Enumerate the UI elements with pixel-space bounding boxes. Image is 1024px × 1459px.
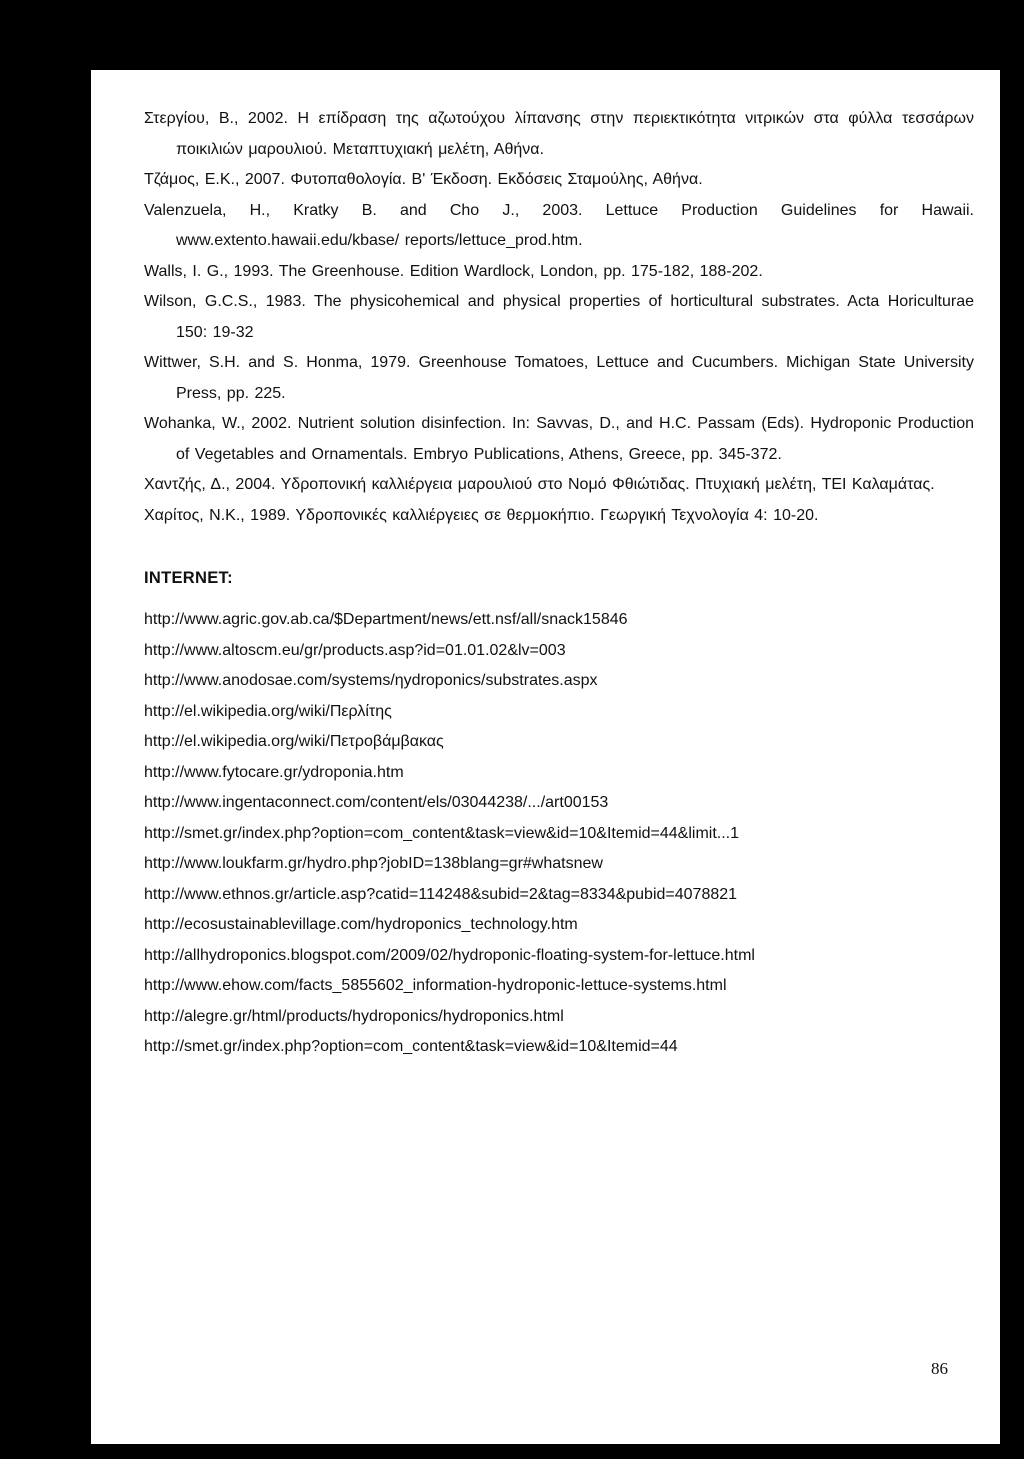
internet-link: http://el.wikipedia.org/wiki/Πετροβάμβακας xyxy=(144,733,444,750)
reference-entry: Valenzuela, H., Kratky B. and Cho J., 2003. Lettuce Production Guidelines for Hawaii. www.extento.hawaii.edu/kbase/ reports/lettuce_prod.htm. xyxy=(144,201,974,249)
internet-link: http://www.loukfarm.gr/hydro.php?jobID=138blang=gr#whatsnew xyxy=(144,855,603,872)
internet-link: http://alegre.gr/html/products/hydroponics/hydroponics.html xyxy=(144,1007,564,1025)
internet-link: http://el.wikipedia.org/wiki/Περλίτης xyxy=(144,702,392,720)
internet-link: http://www.fytocare.gr/ydroponia.htm xyxy=(144,763,404,781)
internet-heading: INTERNET: xyxy=(144,569,233,587)
reference-entry: Wilson, G.C.S., 1983. The physicohemical and physical properties of horticultural substrates. Acta Horiculturae 150: 19-32 xyxy=(144,293,974,341)
reference-entry: Χαρίτος, Ν.Κ., 1989. Υδροπονικές καλλιέργειες σε θερμοκήπιο. Γεωργική Τεχνολογία 4: 10-20. xyxy=(144,506,819,524)
document-page xyxy=(91,70,1000,1444)
internet-link: http://www.agric.gov.ab.ca/$Department/news/ett.nsf/all/snack15846 xyxy=(144,611,628,628)
reference-entry: Χαντζής, Δ., 2004. Υδροπονική καλλιέργεια μαρουλιού στο Νομό Φθιώτιδας. Πτυχιακή μελέτη, ΤΕΙ Καλαμάτας. xyxy=(144,476,935,493)
reference-entry: Τζάμος, Ε.Κ., 2007. Φυτοπαθολογία. Β' Έκδοση. Εκδόσεις Σταμούλης, Αθήνα. xyxy=(144,171,703,188)
reference-entry: Wohanka, W., 2002. Nutrient solution disinfection. In: Savvas, D., and H.C. Passam (Eds). Hydroponic Production of Vegetables and Ornamentals. Embryo Publications, Athens, Greece, pp. 345-372. xyxy=(144,415,974,463)
internet-link: http://ecosustainablevillage.com/hydroponics_technology.htm xyxy=(144,916,578,933)
internet-link: http://www.anodosae.com/systems/ηydroponics/substrates.aspx xyxy=(144,672,598,689)
reference-entry: Wittwer, S.H. and S. Honma, 1979. Greenhouse Tomatoes, Lettuce and Cucumbers. Michigan State University Press, pp. 225. xyxy=(144,354,974,402)
internet-link: http://smet.gr/index.php?option=com_content&task=view&id=10&Itemid=44&limit...1 xyxy=(144,824,740,842)
page-number: 86 xyxy=(931,1359,948,1378)
internet-link: http://allhydroponics.blogspot.com/2009/02/hydroponic-floating-system-for-lettuce.html xyxy=(144,946,755,964)
reference-entry: Στεργίου, Β., 2002. Η επίδραση της αζωτούχου λίπανσης στην περιεκτικότητα νιτρικών στα φύλλα τεσσάρων ποικιλιών μαρουλιού. Μεταπτυχιακή μελέτη, Αθήνα. xyxy=(144,110,974,158)
internet-link: http://www.ingentaconnect.com/content/els/03044238/.../art00153 xyxy=(144,794,609,811)
internet-link: http://www.ethnos.gr/article.asp?catid=114248&subid=2&tag=8334&pubid=4078821 xyxy=(144,885,738,903)
internet-link-list xyxy=(144,605,974,1063)
internet-link: http://www.ehow.com/facts_5855602_information-hydroponic-lettuce-systems.html xyxy=(144,977,727,994)
page-content xyxy=(144,104,974,1063)
internet-link: http://smet.gr/index.php?option=com_content&task=view&id=10&Itemid=44 xyxy=(144,1038,678,1055)
internet-link: http://www.altoscm.eu/gr/products.asp?id=01.01.02&lv=003 xyxy=(144,641,566,659)
reference-entry: Walls, I. G., 1993. The Greenhouse. Edition Wardlock, London, pp. 175-182, 188-202. xyxy=(144,262,763,280)
